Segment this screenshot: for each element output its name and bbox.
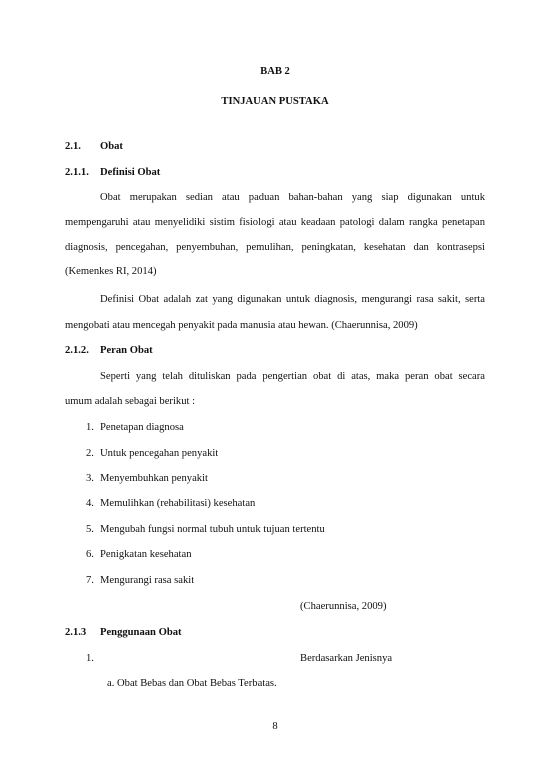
list-item-number: 6. xyxy=(86,549,94,560)
subsection-title: Definisi Obat xyxy=(100,167,161,178)
list-item-number: 5. xyxy=(86,524,94,535)
list-item: Menyembuhkan penyakit xyxy=(100,473,208,484)
section-number: 2.1. xyxy=(65,141,81,152)
list-item: Memulihkan (rehabilitasi) kesehatan xyxy=(100,498,256,509)
paragraph-line: Obat merupakan sedian atau paduan bahan-bahan yang siap digunakan untuk xyxy=(100,192,485,203)
list-item: Penetapan diagnosa xyxy=(100,422,184,433)
paragraph-line: mengobati atau mencegah penyakit pada manusia atau hewan. (Chaerunnisa, 2009) xyxy=(65,320,418,331)
paragraph-line: (Kemenkes RI, 2014) xyxy=(65,266,157,277)
paragraph-line: Definisi Obat adalah zat yang digunakan untuk diagnosis, mengurangi rasa sakit, serta xyxy=(100,294,485,305)
sub-list-item: a. Obat Bebas dan Obat Bebas Terbatas. xyxy=(107,678,277,689)
list-item: Mengubah fungsi normal tubuh untuk tujuan tertentu xyxy=(100,524,325,535)
page-number: 8 xyxy=(272,721,278,732)
list-item: Berdasarkan Jenisnya xyxy=(300,653,393,664)
subsection-title: Penggunaan Obat xyxy=(100,627,182,638)
section-title: Obat xyxy=(100,141,123,152)
list-item-number: 1. xyxy=(86,422,94,433)
list-item-number: 3. xyxy=(86,473,94,484)
list-item-number: 4. xyxy=(86,498,94,509)
subsection-title: Peran Obat xyxy=(100,345,153,356)
citation: (Chaerunnisa, 2009) xyxy=(300,601,387,612)
chapter-title: TINJAUAN PUSTAKA xyxy=(221,96,329,107)
list-item-number: 1. xyxy=(86,653,94,664)
paragraph-line: Seperti yang telah dituliskan pada pengertian obat di atas, maka peran obat secara xyxy=(100,371,485,382)
subsection-number: 2.1.1. xyxy=(65,167,89,178)
subsection-number: 2.1.3 xyxy=(65,627,87,638)
paragraph-line: umum adalah sebagai berikut : xyxy=(65,396,196,407)
paragraph-line: mempengaruhi atau menyelidiki sistim fisiologi atau keadaan patologi dalam rangka penetapan xyxy=(65,217,485,228)
list-item: Untuk pencegahan penyakit xyxy=(100,448,219,459)
chapter-number: BAB 2 xyxy=(260,66,290,77)
list-item: Mengurangi rasa sakit xyxy=(100,575,195,586)
list-item-number: 2. xyxy=(86,448,94,459)
list-item-number: 7. xyxy=(86,575,94,586)
subsection-number: 2.1.2. xyxy=(65,345,89,356)
list-item: Penigkatan kesehatan xyxy=(100,549,192,560)
paragraph-line: diagnosis, pencegahan, penyembuhan, pemulihan, peningkatan, kesehatan dan kontrasepsi xyxy=(65,242,485,253)
